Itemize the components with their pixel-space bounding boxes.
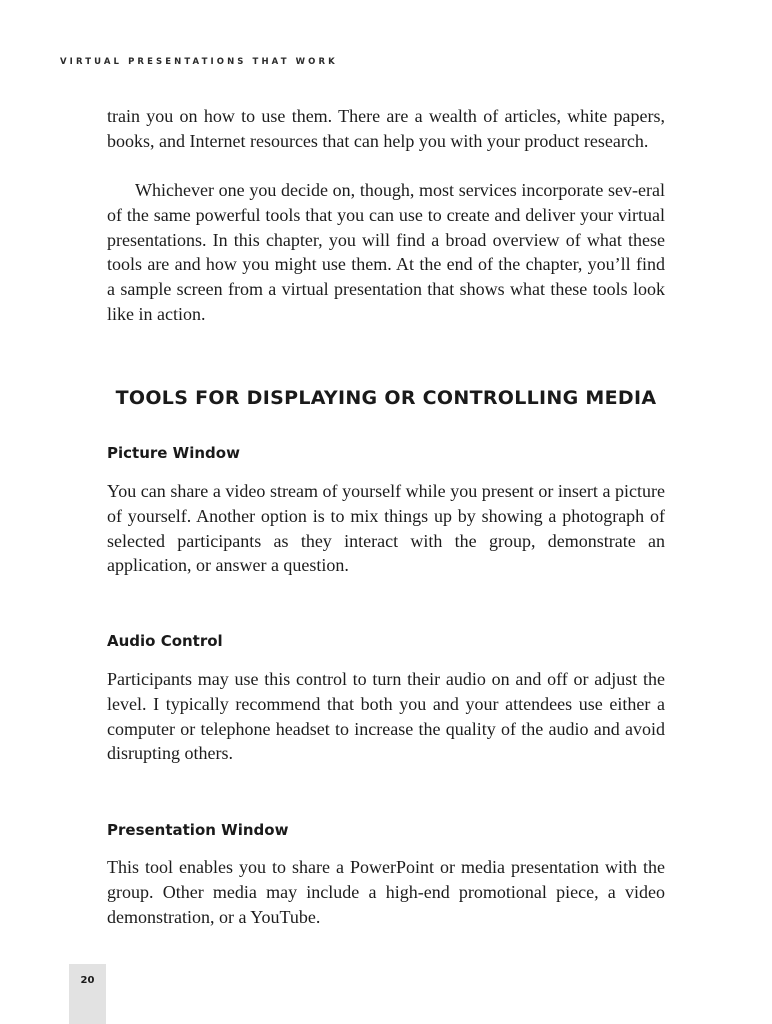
subsection-title-audio-control: Audio Control	[107, 632, 223, 650]
subsection-title-presentation-window: Presentation Window	[107, 821, 289, 839]
subsection-body-audio-control: Participants may use this control to turn their audio on and off or adjust the level. I typically recommend that both you and your attendees use either a computer or telephone headset to increase the quality of the audio and avoid disrupting others.	[107, 669, 665, 764]
section-heading: TOOLS FOR DISPLAYING OR CONTROLLING MEDIA	[115, 387, 657, 409]
subsection-body-presentation-window: This tool enables you to share a PowerPoint or media presentation with the group. Other media may include a high-end promotional piece, a video demonstration, or a YouTube.	[107, 857, 665, 927]
intro-paragraph-2: Whichever one you decide on, though, most services incorporate sev-eral of the same powerful tools that you can use to create and deliver your virtual presentations. In this chapter, you will find a broad overview of what these tools are and how you might use them. At the end of the chapter, you’ll find a sample screen from a virtual presentation that shows what these tools look like in action.	[107, 180, 665, 324]
page-number-tab	[69, 964, 106, 1024]
subsection-body-picture-window: You can share a video stream of yourself while you present or insert a picture of yourself. Another option is to mix things up by showing a photograph of selected participants as they interact with the group, demonstrate an application, or answer a question.	[107, 481, 665, 576]
subsection-title-picture-window: Picture Window	[107, 444, 240, 462]
intro-paragraph-1: train you on how to use them. There are a wealth of articles, white papers, books, and Internet resources that can help you with your product research.	[107, 106, 665, 151]
running-head: VIRTUAL PRESENTATIONS THAT WORK	[60, 57, 338, 67]
page-number: 20	[80, 975, 95, 986]
